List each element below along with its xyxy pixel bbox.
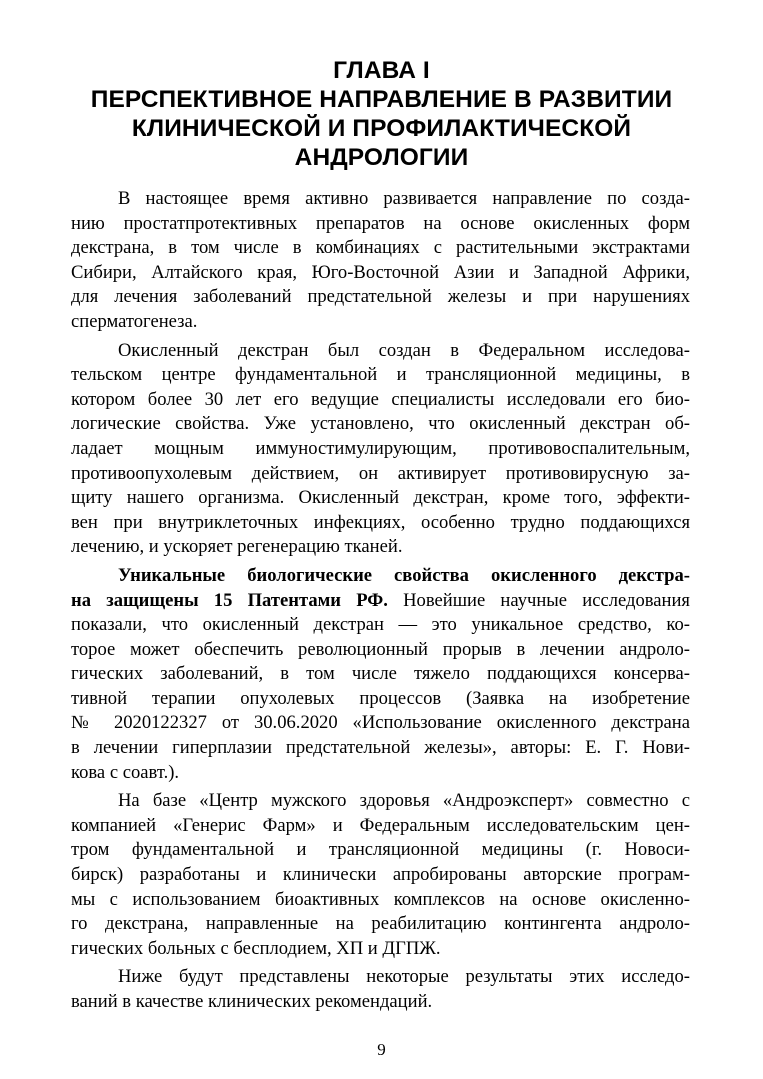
- text-line: противоопухолевым действием, он активирует противовирусную за-: [71, 462, 690, 484]
- text-line: гических заболеваний, в том числе тяжело поддающихся консерва-: [71, 663, 690, 685]
- text-line: лечению, и ускоряет регенерацию тканей.: [71, 536, 403, 558]
- text-line: щиту нашего организма. Окисленный декстран, кроме того, эффекти-: [71, 487, 690, 509]
- text-run: Новейшие научные исследования: [387, 589, 690, 611]
- text-line: го декстрана, направленные на реабилитацию контингента андроло-: [71, 913, 690, 935]
- chapter-heading: [60, 56, 703, 172]
- paragraph-intro: [71, 187, 690, 335]
- text-line: На базе «Центр мужского здоровья «Андроэксперт» совместно с: [118, 790, 690, 812]
- text-line: котором более 30 лет его ведущие специалисты исследовали его био-: [71, 388, 690, 410]
- chapter-label: ГЛАВА I: [333, 57, 430, 84]
- text-line: кова с соавт.).: [71, 761, 180, 783]
- text-line: В настоящее время активно развивается направление по созда-: [118, 188, 690, 209]
- bold-lead-text: Уникальные биологические свойства окисленного декстра-: [118, 564, 690, 586]
- text-line: [71, 564, 690, 589]
- paragraph-results: [71, 965, 690, 1014]
- chapter-title-line: КЛИНИЧЕСКОЙ И ПРОФИЛАКТИЧЕСКОЙ: [131, 115, 632, 142]
- paragraph-patents: [71, 564, 690, 785]
- text-line: нию простатпротективных препаратов на основе окисленных форм: [71, 212, 690, 234]
- text-line: сперматогенеза.: [71, 310, 198, 332]
- body-text: [71, 187, 690, 1019]
- text-line: Ниже будут представлены некоторые результаты этих исследо-: [118, 966, 690, 988]
- text-line: Сибири, Алтайского края, Юго-Восточной Азии и Западной Африки,: [71, 261, 690, 283]
- text-line: компанией «Генерис Фарм» и Федеральным исследовательским цен-: [71, 814, 690, 836]
- paragraph-androexpert: [71, 789, 690, 961]
- bold-lead-text: на защищены 15 Патентами РФ.: [71, 589, 388, 611]
- text-line: в лечении гиперплазии предстательной железы», авторы: Е. Г. Нови-: [71, 737, 690, 759]
- text-line: для лечения заболеваний предстательной железы и при нарушениях: [71, 286, 690, 308]
- text-line: [71, 589, 690, 614]
- text-line: тром фундаментальной и трансляционной медицины (г. Новоси-: [71, 839, 690, 861]
- text-line: ваний в качестве клинических рекомендаций.: [71, 991, 433, 1012]
- text-line: бирск) разработаны и клинически апробированы авторские програм-: [71, 864, 690, 886]
- paragraph-oxidized-dextran: [71, 339, 690, 560]
- text-line: гических больных с бесплодием, ХП и ДГПЖ.: [71, 937, 441, 959]
- text-line: вен при внутриклеточных инфекциях, особенно трудно поддающихся: [71, 511, 690, 533]
- text-line: торое может обеспечить революционный прорыв в лечении андроло-: [71, 638, 690, 660]
- text-line: № 2020122327 от 30.06.2020 «Использование окисленного декстрана: [71, 712, 690, 734]
- page-number: 9: [377, 1040, 386, 1059]
- text-line: тивной терапии опухолевых процессов (Заявка на изобретение: [71, 687, 690, 709]
- text-line: ладает мощным иммуностимулирующим, противовоспалительным,: [71, 437, 690, 459]
- chapter-title-line: АНДРОЛОГИИ: [294, 144, 469, 171]
- text-line: мы с использованием биоактивных комплексов на основе окисленно-: [71, 888, 690, 910]
- text-line: показали, что окисленный декстран — это уникальное средство, ко-: [71, 614, 690, 636]
- chapter-title-line: ПЕРСПЕКТИВНОЕ НАПРАВЛЕНИЕ В РАЗВИТИИ: [90, 86, 673, 113]
- text-line: логические свойства. Уже установлено, что окисленный декстран об-: [71, 413, 690, 435]
- text-line: тельском центре фундаментальной и трансляционной медицины, в: [71, 364, 690, 386]
- text-line: декстрана, в том числе в комбинациях с растительными экстрактами: [71, 237, 690, 259]
- text-line: Окисленный декстран был создан в Федеральном исследова-: [118, 339, 690, 361]
